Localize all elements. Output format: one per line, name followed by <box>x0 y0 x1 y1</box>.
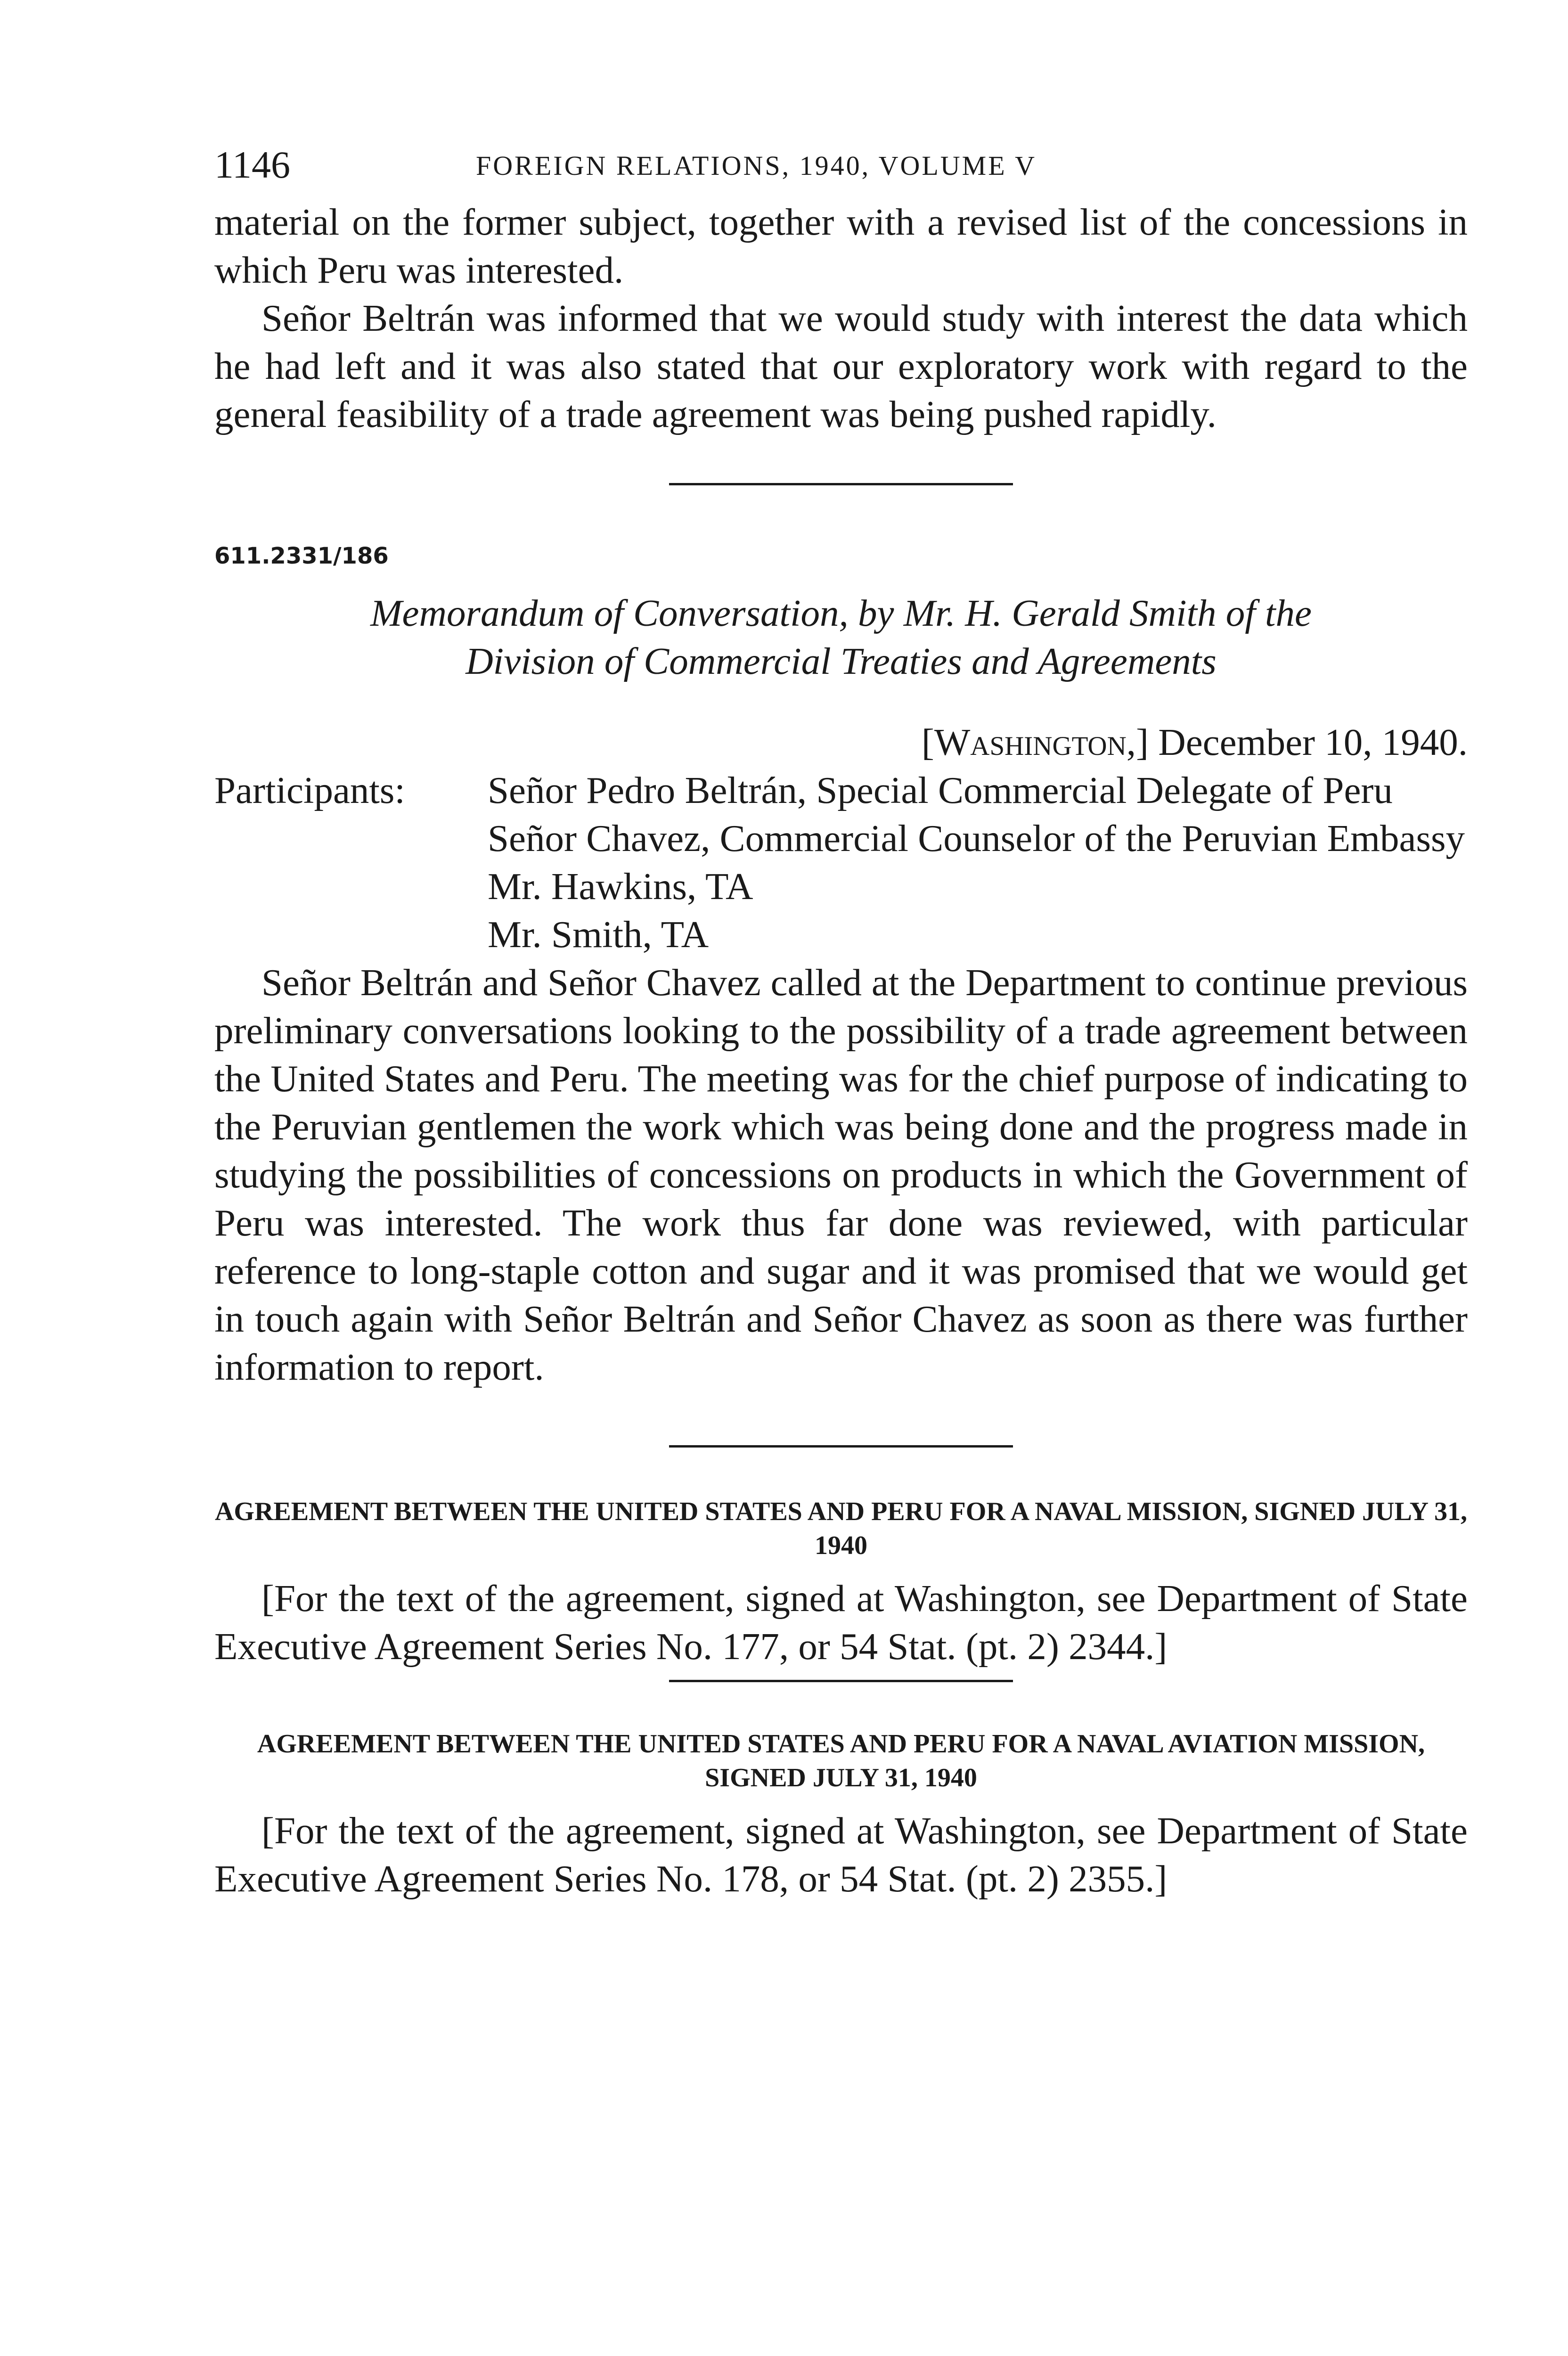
memo-body: Señor Beltrán and Señor Chavez called at the Department to continue previous preliminary conversations looking to the possibility of a trade agreement between the United States and Peru. The meeting was for the chief purpose of indicating to the Peruvian gentlemen the work which was being done and the progress made in studying the possibilities of concessions on products in which the Government of Peru was interested. The work thus far done was reviewed, with particular reference to long-staple cotton and sugar and it was promised that we would get in touch again with Señor Beltrán and Señor Chavez as soon as there was further information to report. <box>214 961 1468 1388</box>
participants-block <box>214 766 1468 958</box>
section-title-naval-aviation-mission: AGREEMENT BETWEEN THE UNITED STATES AND PERU FOR A NAVAL AVIATION MISSION, SIGNED JULY 31, 1940 <box>257 1729 1425 1792</box>
participant: Señor Chavez, Commercial Counselor of the Peruvian Embassy <box>488 817 1465 859</box>
intro-paragraph-1: material on the former subject, together with a revised list of the concessions in which Peru was interested. <box>214 201 1468 291</box>
page-number: 1146 <box>214 143 290 186</box>
file-number: 611.2331/186 <box>214 543 389 569</box>
dateline-place: Washington, <box>934 721 1136 763</box>
participants-label: Participants: <box>214 769 405 811</box>
dateline: [Washington,] December 10, 1940. <box>921 721 1468 763</box>
participant: Mr. Hawkins, TA <box>488 865 753 908</box>
section-note-naval-aviation-mission: [For the text of the agreement, signed at Washington, see Department of State Executive Agreement Series No. 178, or 54 Stat. (pt. 2) 2355.] <box>214 1809 1468 1900</box>
page-header <box>214 141 1468 198</box>
section-note-naval-mission: [For the text of the agreement, signed at Washington, see Department of State Executive Agreement Series No. 177, or 54 Stat. (pt. 2) 2344.] <box>214 1577 1468 1668</box>
document-page <box>214 141 1468 1903</box>
running-head: FOREIGN RELATIONS, 1940, VOLUME V <box>476 150 1037 181</box>
memo-title-line-1: Memorandum of Conversation, by Mr. H. Gerald Smith of the <box>370 592 1312 634</box>
dateline-date: December 10, 1940. <box>1158 721 1468 763</box>
participant: Señor Pedro Beltrán, Special Commercial Delegate of Peru <box>488 769 1393 811</box>
participant: Mr. Smith, TA <box>488 913 709 956</box>
section-title-naval-mission: AGREEMENT BETWEEN THE UNITED STATES AND PERU FOR A NAVAL MISSION, SIGNED JULY 31, 1940 <box>214 1497 1468 1560</box>
intro-paragraph-2: Señor Beltrán was informed that we would study with interest the data which he had left and it was also stated that our exploratory work with regard to the general feasibility of a trade agreement was being pushed rapidly. <box>214 297 1468 435</box>
participant-list <box>488 766 1468 958</box>
memo-title-line-2: Division of Commercial Treaties and Agreements <box>466 640 1217 682</box>
